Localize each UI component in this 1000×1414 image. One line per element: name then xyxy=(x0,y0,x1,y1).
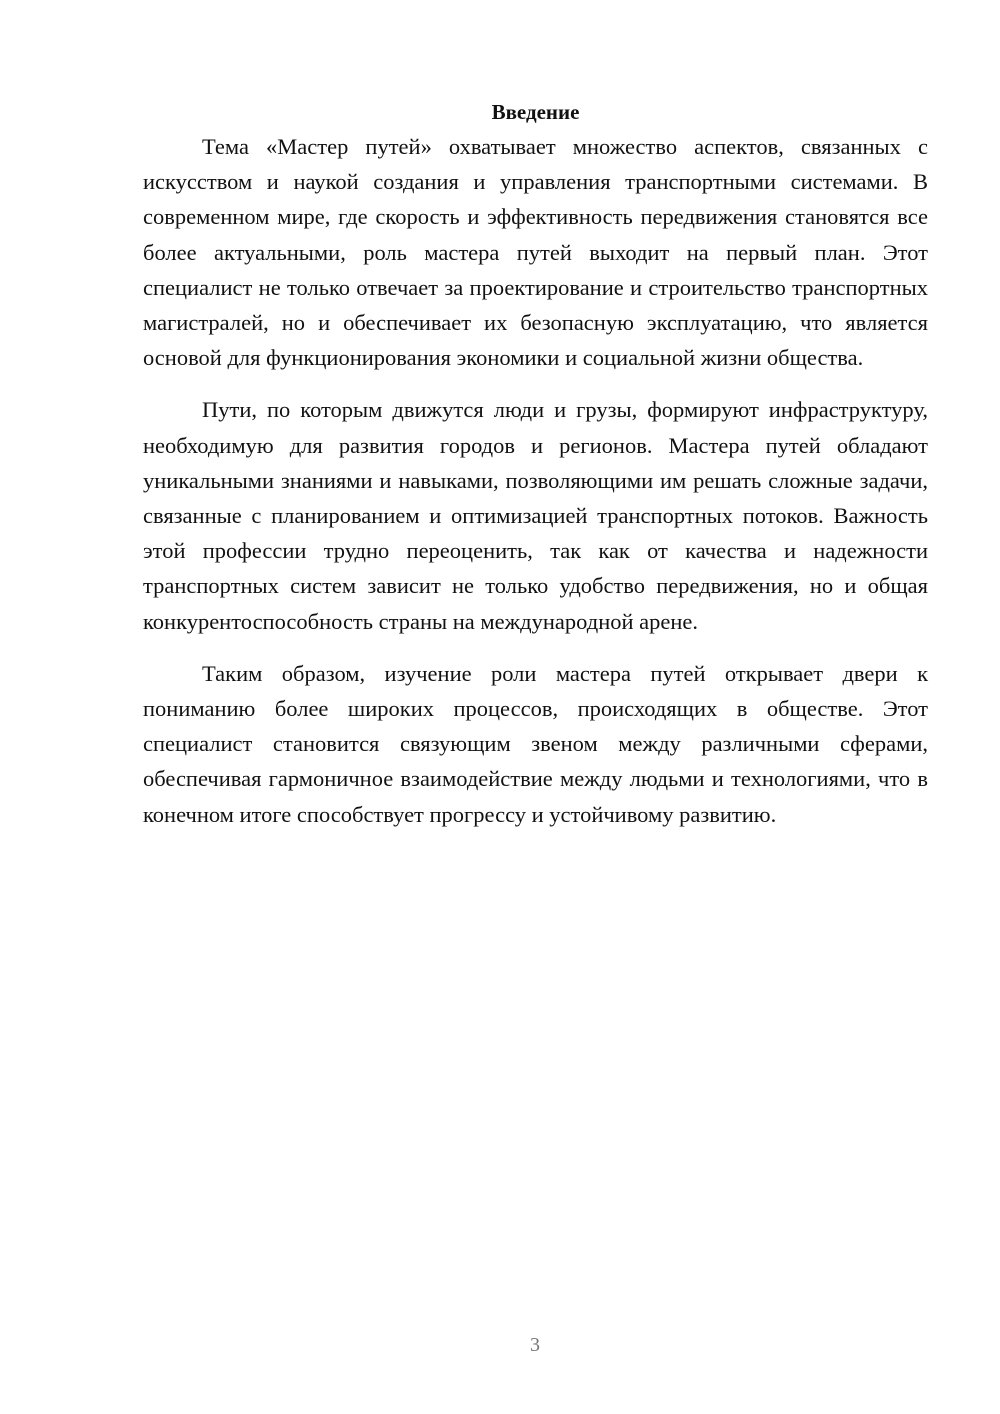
paragraph-1: Тема «Мастер путей» охватывает множество аспектов, связанных с искусством и наукой создания и управления транспортными системами. В современном мире, где скорость и эффективность передвижения становятся все более актуальными, роль мастера путей выходит на первый план. Этот специалист не только отвечает за проектирование и строительство транспортных магистралей, но и обеспечивает их безопасную эксплуатацию, что является основой для функционирования экономики и социальной жизни общества. xyxy=(143,134,928,371)
paragraph-2: Пути, по которым движутся люди и грузы, формируют инфраструктуру, необходимую для развития городов и регионов. Мастера путей обладают уникальными знаниями и навыками, позволяющими им решать сложные задачи, связанные с планированием и оптимизацией транспортных потоков. Важность этой профессии трудно переоценить, так как от качества и надежности транспортных систем зависит не только удобство передвижения, но и общая конкурентоспособность страны на международной арене. xyxy=(143,397,928,634)
page-number: 3 xyxy=(530,1334,540,1356)
section-title: Введение xyxy=(491,100,580,124)
paragraph-3: Таким образом, изучение роли мастера путей открывает двери к пониманию более широких процессов, происходящих в обществе. Этот специалист становится связующим звеном между различными сферами, обеспечивая гармоничное взаимодействие между людьми и технологиями, что в конечном итоге способствует прогрессу и устойчивому развитию. xyxy=(143,660,928,827)
page-content xyxy=(143,96,928,849)
